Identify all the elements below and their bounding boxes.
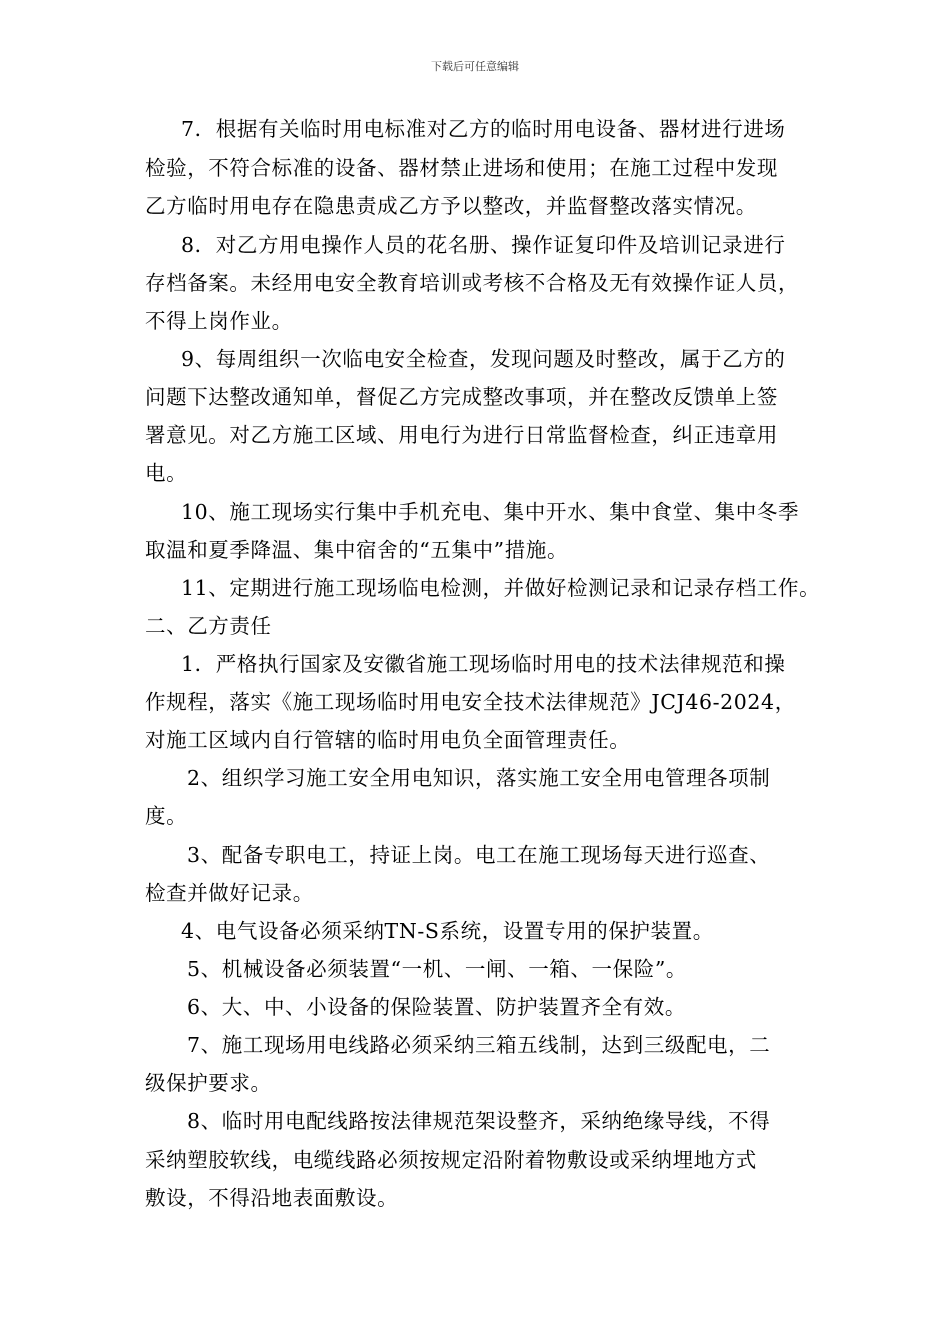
text-line: 乙方临时用电存在隐患责成乙方予以整改，并监督整改落实情况。 <box>145 194 757 218</box>
section-heading: 二、乙方责任 <box>145 614 272 638</box>
text-line: 4、电气设备必须采纳TN-S系统，设置专用的保护装置。 <box>181 919 714 943</box>
text-line: 对施工区域内自行管辖的临时用电负全面管理责任。 <box>145 728 631 752</box>
text-line: 存档备案。未经用电安全教育培训或考核不合格及无有效操作证人员， <box>145 271 800 295</box>
text-line: 9、每周组织一次临电安全检查，发现问题及时整改，属于乙方的 <box>181 347 786 371</box>
text-line: 8、临时用电配线路按法律规范架设整齐，采纳绝缘导线，不得 <box>187 1109 771 1133</box>
text-line: 5、机械设备必须装置“一机、一闸、一箱、一保险”。 <box>187 957 688 981</box>
text-line: 敷设，不得沿地表面敷设。 <box>145 1186 399 1210</box>
text-line: 检验，不符合标准的设备、器材禁止进场和使用；在施工过程中发现 <box>145 156 778 180</box>
text-line: 7．根据有关临时用电标准对乙方的临时用电设备、器材进行进场 <box>181 117 786 141</box>
text-line: 问题下达整改通知单，督促乙方完成整改事项，并在整改反馈单上签 <box>145 385 778 409</box>
text-line: 作规程，落实《施工现场临时用电安全技术法律规范》JCJ46-2024， <box>145 690 796 714</box>
text-line: 不得上岗作业。 <box>145 309 293 333</box>
text-line: 级保护要求。 <box>145 1071 272 1095</box>
text-line: 11、定期进行施工现场临电检测，并做好检测记录和记录存档工作。 <box>181 576 821 600</box>
text-line: 7、施工现场用电线路必须采纳三箱五线制，达到三级配电，二 <box>187 1033 771 1057</box>
text-line: 8．对乙方用电操作人员的花名册、操作证复印件及培训记录进行 <box>181 233 786 257</box>
page-header: 下载后可任意编辑 <box>431 60 519 73</box>
text-line: 3、配备专职电工，持证上岗。电工在施工现场每天进行巡查、 <box>187 843 771 867</box>
text-line: 2、组织学习施工安全用电知识，落实施工安全用电管理各项制 <box>187 766 771 790</box>
text-line: 电。 <box>145 461 188 485</box>
text-line: 10、施工现场实行集中手机充电、集中开水、集中食堂、集中冬季 <box>181 500 800 524</box>
text-line: 署意见。对乙方施工区域、用电行为进行日常监督检查，纠正违章用 <box>145 423 778 447</box>
text-line: 检查并做好记录。 <box>145 881 314 905</box>
text-line: 度。 <box>145 804 188 828</box>
text-line: 1．严格执行国家及安徽省施工现场临时用电的技术法律规范和操 <box>181 652 786 676</box>
text-line: 6、大、中、小设备的保险装置、防护装置齐全有效。 <box>187 995 686 1019</box>
text-line: 取温和夏季降温、集中宿舍的“五集中”措施。 <box>145 538 569 562</box>
text-line: 采纳塑胶软线，电缆线路必须按规定沿附着物敷设或采纳埋地方式 <box>145 1148 757 1172</box>
